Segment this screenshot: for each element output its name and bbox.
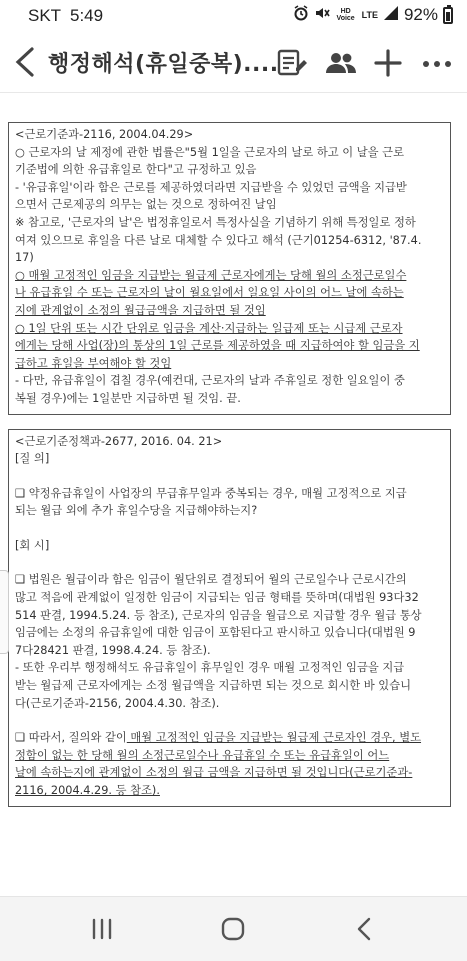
doc-line — [15, 729, 445, 747]
conclusion-prefix: ❑ 따라서, 질의와 같이 — [15, 731, 127, 745]
question-label: [질 의] — [15, 452, 50, 466]
doc-line: 복될 경우)에는 1일분만 지급하면 될 것임. 끝. — [15, 391, 241, 405]
status-bar — [0, 0, 467, 32]
doc-line: ※ 참고로, '근로자의 날'은 법정휴일로서 특정사실을 기념하기 위해 특정일로 정하 — [15, 215, 416, 229]
doc-line-underlined: 정함이 없는 한 당해 월의 소정근로일수나 유급휴일 수 또는 유급휴일이 어느 — [15, 748, 390, 762]
doc-line: 기준법에 의한 유급휴일로 한다"고 규정하고 있음 — [15, 163, 257, 177]
mute-icon — [314, 5, 330, 25]
page-title: 행정해석(휴일중복).... — [48, 52, 279, 77]
doc-line: 17) — [15, 251, 34, 265]
battery-percent: 92% — [403, 5, 438, 24]
doc-line-underlined: 2116, 2004.4.29. 등 참조). — [15, 784, 160, 797]
doc-line: - '유급휴일'이라 함은 근로를 제공하였더라면 지급받을 수 있었던 금액을 지급받 — [15, 180, 407, 194]
document-view — [8, 122, 451, 821]
doc-line-underlined: 날에 속하는지에 관계없이 소정의 월급 금액을 지급하면 될 것입니다(근로기준과- — [15, 766, 413, 780]
doc-line: 많고 적음에 관계없이 일정한 임금이 지급되는 임금 형태를 뜻하며(대법원 93다32 — [15, 591, 419, 605]
home-icon[interactable] — [213, 915, 253, 943]
back-nav-icon[interactable] — [345, 915, 385, 943]
alarm-icon — [293, 5, 309, 25]
doc-line-underlined: ○ 1일 단위 또는 시간 단위로 임금을 계산·지급하는 일급제 또는 시급제 근로자 — [15, 321, 403, 335]
doc-line: 514 판결, 1994.5.24. 등 참조), 근로자의 임금을 월급으로 지급할 경우 월급 통상 — [15, 608, 422, 622]
doc-line: 받는 월급제 근로자에게는 소정 월급액을 지급하면 되는 것으로 회시한 바 있습니 — [15, 679, 412, 693]
doc-line: <근로기준과-2116, 2004.04.29> — [15, 128, 194, 141]
carrier-label: SKT — [28, 6, 62, 25]
doc-line: 다(근로기준과-2156, 2004.4.30. 참조). — [15, 696, 220, 710]
interpretation-box-2 — [8, 429, 451, 807]
clock: 5:49 — [70, 6, 104, 25]
answer-label: [회 시] — [15, 538, 50, 552]
doc-line-underlined: 매월 고정적인 임금을 지급받는 월급제 근로자인 경우, 별도 — [126, 731, 422, 745]
volte-label: HD Voice — [336, 8, 355, 22]
doc-line: ❑ 약정유급휴일이 사업장의 무급휴무일과 중복되는 경우, 매월 고정적으로 지급 — [15, 486, 407, 500]
doc-line: - 다만, 유급휴일이 겹칠 경우(예컨대, 근로자의 날과 주휴일로 정한 일요일이 중 — [15, 374, 405, 388]
network-label: LTE — [361, 10, 378, 20]
battery-icon — [443, 7, 453, 24]
doc-line: - 또한 우리부 행정해석도 유급휴일이 휴무일인 경우 매월 고정적인 임금을 지급 — [15, 661, 405, 675]
app-toolbar — [0, 32, 467, 93]
doc-header: <근로기준정책과-2677, 2016. 04. 21> — [15, 434, 223, 448]
system-nav-bar — [0, 896, 467, 961]
memo-icon[interactable] — [276, 48, 308, 78]
status-icons — [293, 5, 453, 25]
doc-line: 임금에는 소정의 유급휴일에 대한 임금이 포함된다고 판시하고 있습니다(대법원 9 — [15, 626, 416, 640]
doc-line-underlined: 에게는 당해 사업(장)의 통상의 1일 근로를 제공하였을 때 지급하여야 할 임금을 지 — [15, 339, 420, 353]
plus-icon[interactable] — [373, 48, 405, 78]
edge-panel-handle[interactable] — [0, 570, 9, 654]
recent-apps-icon[interactable] — [82, 915, 122, 943]
doc-line-underlined: 지에 관계없이 소정의 월급금액을 지급하면 될 것임 — [15, 303, 266, 317]
doc-line: 으면서 근로제공의 의무는 없는 것으로 정하여진 날임 — [15, 198, 277, 212]
interpretation-box-1 — [8, 122, 451, 415]
doc-line: ❑ 법원은 월급이라 함은 임금이 월단위로 결정되어 월의 근로일수나 근로시간의 — [15, 573, 407, 587]
doc-line: ○ 근로자의 날 제정에 관한 법률은"5월 1일을 근로자의 날로 하고 이 날을 근로 — [15, 145, 404, 159]
doc-line: 여져 있으므로 휴일을 다른 날로 대체할 수 있다고 해석 (근기01254-6312, '87.4. — [15, 233, 422, 247]
doc-line-underlined: 나 유급휴일 수 또는 근로자의 날이 월요일에서 일요일 사이의 어느 날에 속하는 — [15, 286, 404, 300]
signal-icon — [383, 5, 399, 25]
back-icon[interactable] — [12, 46, 38, 78]
doc-line-underlined: 급하고 휴일을 부여해야 할 것임 — [15, 356, 172, 370]
doc-line-underlined: ○ 매월 고정적인 임금을 지급받는 월급제 근로자에게는 당해 월의 소정근로일수 — [15, 268, 407, 282]
doc-line: 7다28421 판결, 1998.4.24. 등 참조). — [15, 643, 211, 657]
people-icon[interactable] — [324, 48, 356, 78]
more-icon[interactable] — [421, 48, 453, 78]
doc-line: 되는 월급 외에 추가 휴일수당을 지급해야하는지? — [15, 504, 258, 518]
